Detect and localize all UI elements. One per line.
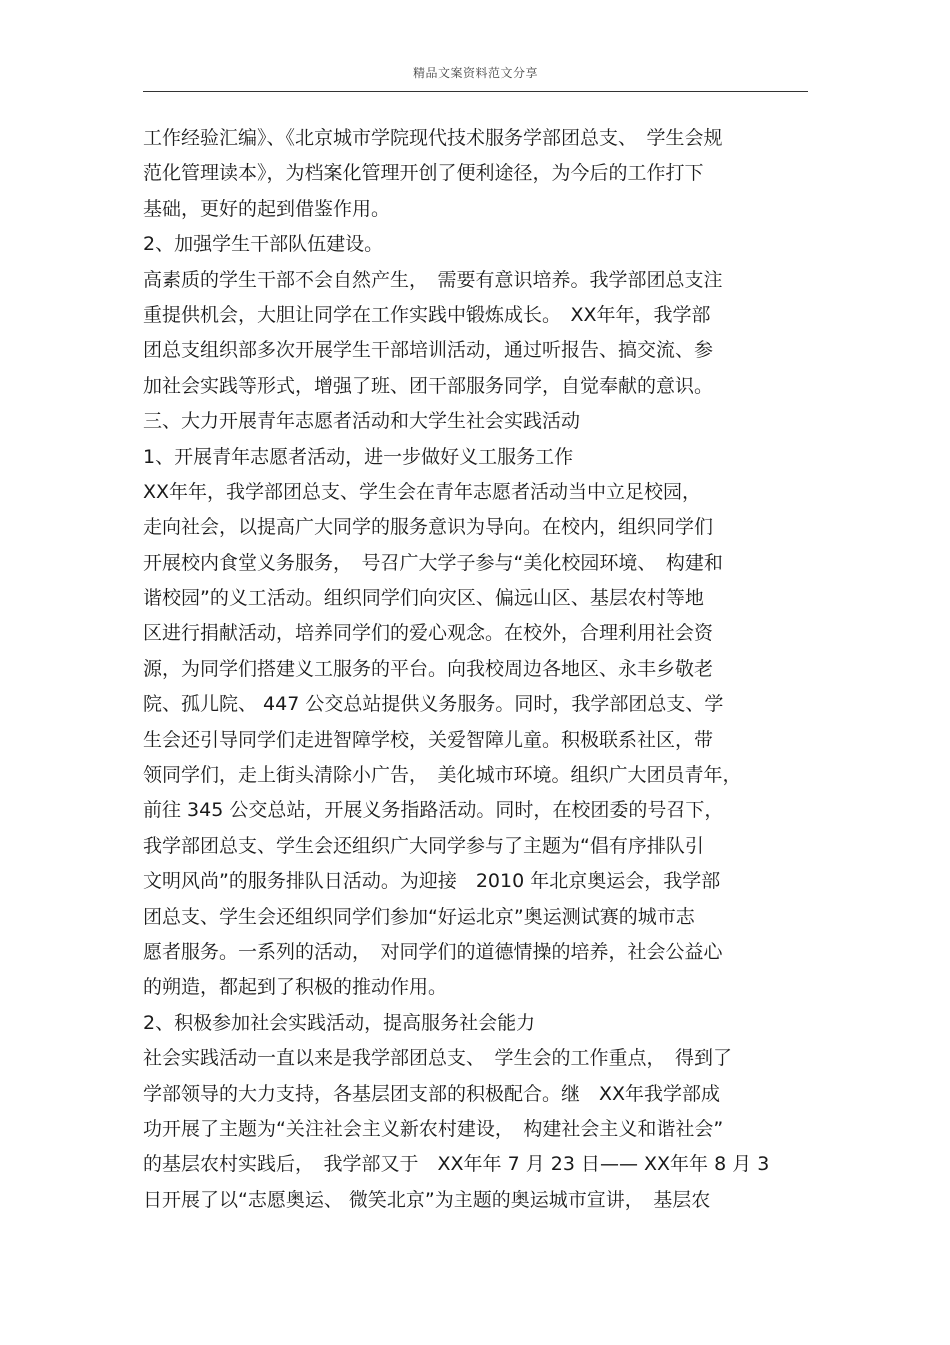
text-line: 功开展了主题为“关注社会主义新农村建设， 构建社会主义和谐社会” — [143, 1117, 724, 1140]
text-line: 文明风尚”的服务排队日活动。为迎接 2010 年北京奥运会，我学部 — [143, 870, 721, 893]
text-line: 区进行捐献活动，培养同学们的爱心观念。在校外，合理利用社会资 — [143, 622, 714, 645]
text-line: 社会实践活动一直以来是我学部团总支、 学生会的工作重点， 得到了 — [143, 1047, 733, 1070]
text-line: 开展校内食堂义务服务， 号召广大学子参与“美化校园环境、 构建和 — [143, 551, 723, 574]
text-line: XX年年，我学部团总支、学生会在青年志愿者活动当中立足校园， — [143, 480, 702, 503]
text-line: 源，为同学们搭建义工服务的平台。向我校周边各地区、永丰乡敬老 — [143, 657, 714, 680]
header-divider — [143, 91, 808, 92]
text-line: 学部领导的大力支持，各基层团支部的积极配合。继 XX年我学部成 — [143, 1082, 721, 1105]
text-line: 基础，更好的起到借鉴作用。 — [143, 197, 391, 220]
text-line: 团总支、学生会还组织同学们参加“好运北京”奥运测试赛的城市志 — [143, 905, 695, 928]
text-line: 范化管理读本》，为档案化管理开创了便利途径，为今后的工作打下 — [143, 162, 704, 185]
text-line: 工作经验汇编》、《北京城市学院现代技术服务学部团总支、 学生会规 — [143, 127, 723, 149]
text-line: 的朔造，都起到了积极的推动作用。 — [143, 976, 448, 999]
section-heading: 2、积极参加社会实践活动，提高服务社会能力 — [143, 1011, 536, 1034]
text-line: 谐校园”的义工活动。组织同学们向灾区、偏远山区、基层农村等地 — [143, 587, 704, 610]
text-line: 加社会实践等形式，增强了班、团干部服务同学，自觉奉献的意识。 — [143, 374, 714, 397]
text-line: 前往 345 公交总站，开展义务指路活动。同时，在校团委的号召下， — [143, 799, 724, 822]
text-line: 领同学们，走上街头清除小广告， 美化城市环境。组织广大团员青年， — [143, 764, 742, 787]
section-heading: 三、大力开展青年志愿者活动和大学生社会实践活动 — [143, 410, 581, 433]
text-line: 院、孤儿院、 447 公交总站提供义务服务。同时，我学部团总支、学 — [143, 693, 724, 716]
text-line: 的基层农村实践后， 我学部又于 XX年年 7 月 23 日—— XX年年 8 月 3 — [143, 1153, 770, 1176]
text-line: 我学部团总支、学生会还组织广大同学参与了主题为“倡有序排队引 — [143, 834, 704, 857]
text-line: 高素质的学生干部不会自然产生， 需要有意识培养。我学部团总支注 — [143, 268, 723, 291]
text-line: 走向社会，以提高广大同学的服务意识为导向。在校内，组织同学们 — [143, 516, 714, 539]
text-line: 愿者服务。一系列的活动， 对同学们的道德情操的培养，社会公益心 — [143, 940, 723, 963]
section-heading: 2、加强学生干部队伍建设。 — [143, 233, 384, 256]
section-heading: 1、开展青年志愿者活动，进一步做好义工服务工作 — [143, 445, 574, 468]
text-line: 日开展了以“志愿奥运、 微笑北京”为主题的奥运城市宣讲， 基层农 — [143, 1188, 711, 1211]
text-line: 重提供机会，大胆让同学在工作实践中锻炼成长。 XX年年，我学部 — [143, 303, 711, 326]
document-body — [143, 121, 813, 1218]
page-header: 精品文案资料范文分享 — [412, 66, 538, 80]
text-line: 团总支组织部多次开展学生干部培训活动，通过听报告、搞交流、参 — [143, 339, 714, 362]
text-line: 生会还引导同学们走进智障学校，关爱智障儿童。积极联系社区，带 — [143, 728, 714, 751]
